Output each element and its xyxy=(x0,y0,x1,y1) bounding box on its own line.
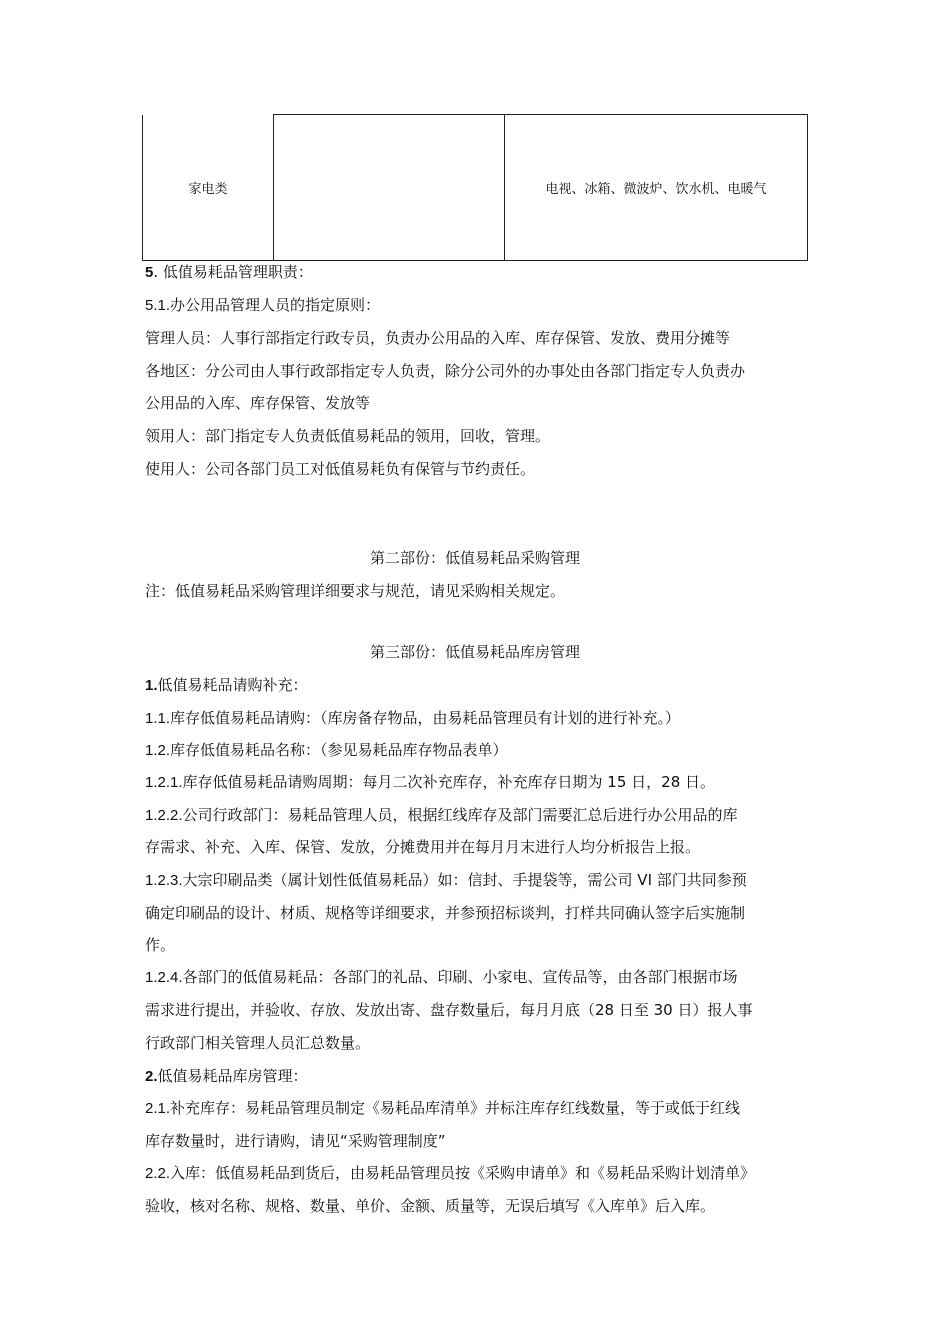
paragraph-heading: 5.1.办公用品管理人员的指定原则： xyxy=(145,296,381,314)
paragraph-line: 库存数量时，进行请购，请见“采购管理制度” xyxy=(145,1132,446,1150)
paragraph-line: 需求进行提出，并验收、存放、发放出寄、盘存数量后，每月月底（28 日至 30 日）报人事 xyxy=(145,1001,753,1019)
paragraph-line: 2.2.入库：低值易耗品到货后，由易耗品管理员按《采购申请单》和《易耗品采购计划清单》 xyxy=(145,1164,756,1182)
section-heading: 1.低值易耗品请购补充： xyxy=(145,676,308,694)
section-heading: 5. 低值易耗品管理职责： xyxy=(145,263,313,281)
paragraph-line: 管理人员：人事行部指定行政专员，负责办公用品的入库、库存保管、发放、费用分摊等 xyxy=(145,329,731,347)
paragraph-line: 存需求、补充、入库、保管、发放，分摊费用并在每月月末进行人均分析报告上报。 xyxy=(145,838,701,856)
part-title: 第三部份：低值易耗品库房管理 xyxy=(369,643,580,661)
paragraph-line: 确定印刷品的设计、材质、规格等详细要求，并参预招标谈判，打样共同确认签字后实施制 xyxy=(145,904,746,922)
paragraph-line: 行政部门相关管理人员汇总数量。 xyxy=(145,1034,371,1052)
paragraph-line: 验收，核对名称、规格、数量、单价、金额、质量等，无误后填写《入库单》后入库。 xyxy=(145,1197,716,1215)
table-cell-category: 家电类 xyxy=(143,115,274,261)
paragraph-line: 领用人：部门指定专人负责低值易耗品的领用，回收，管理。 xyxy=(145,427,551,445)
table-cell-spec xyxy=(274,115,505,261)
paragraph-line: 使用人：公司各部门员工对低值易耗负有保管与节约责任。 xyxy=(145,460,536,478)
paragraph-line: 1.1.库存低值易耗品请购：（库房备存物品，由易耗品管理员有计划的进行补充。） xyxy=(145,709,681,727)
paragraph-line: 2.1.补充库存：易耗品管理员制定《易耗品库清单》并标注库存红线数量，等于或低于红线 xyxy=(145,1099,741,1117)
paragraph-line: 1.2.2.公司行政部门：易耗品管理人员，根据红线库存及部门需要汇总后进行办公用品的库 xyxy=(145,806,738,824)
table-cell-items: 电视、冰箱、微波炉、饮水机、电暖气 xyxy=(505,115,808,261)
paragraph-line: 注：低值易耗品采购管理详细要求与规范，请见采购相关规定。 xyxy=(145,582,566,600)
paragraph-line: 1.2.库存低值易耗品名称：（参见易耗品库存物品表单） xyxy=(145,741,508,759)
table-row xyxy=(143,115,808,261)
part-title: 第二部份：低值易耗品采购管理 xyxy=(369,549,580,567)
paragraph-line: 1.2.1.库存低值易耗品请购周期：每月二次补充库存，补充库存日期为 15 日，28 日。 xyxy=(145,773,716,791)
paragraph-line: 1.2.3.大宗印刷品类（属计划性低值易耗品）如：信封、手提袋等，需公司 VI 部门共同参预 xyxy=(145,871,747,889)
paragraph-line: 1.2.4.各部门的低值易耗品：各部门的礼品、印刷、小家电、宣传品等，由各部门根据市场 xyxy=(145,968,738,986)
paragraph-line: 各地区：分公司由人事行政部指定专人负责，除分公司外的办事处由各部门指定专人负责办 xyxy=(145,362,746,380)
paragraph-line: 作。 xyxy=(145,936,176,954)
paragraph-line: 公用品的入库、库存保管、发放等 xyxy=(145,394,371,412)
section-heading: 2.低值易耗品库房管理： xyxy=(145,1067,308,1085)
category-table xyxy=(142,114,808,261)
